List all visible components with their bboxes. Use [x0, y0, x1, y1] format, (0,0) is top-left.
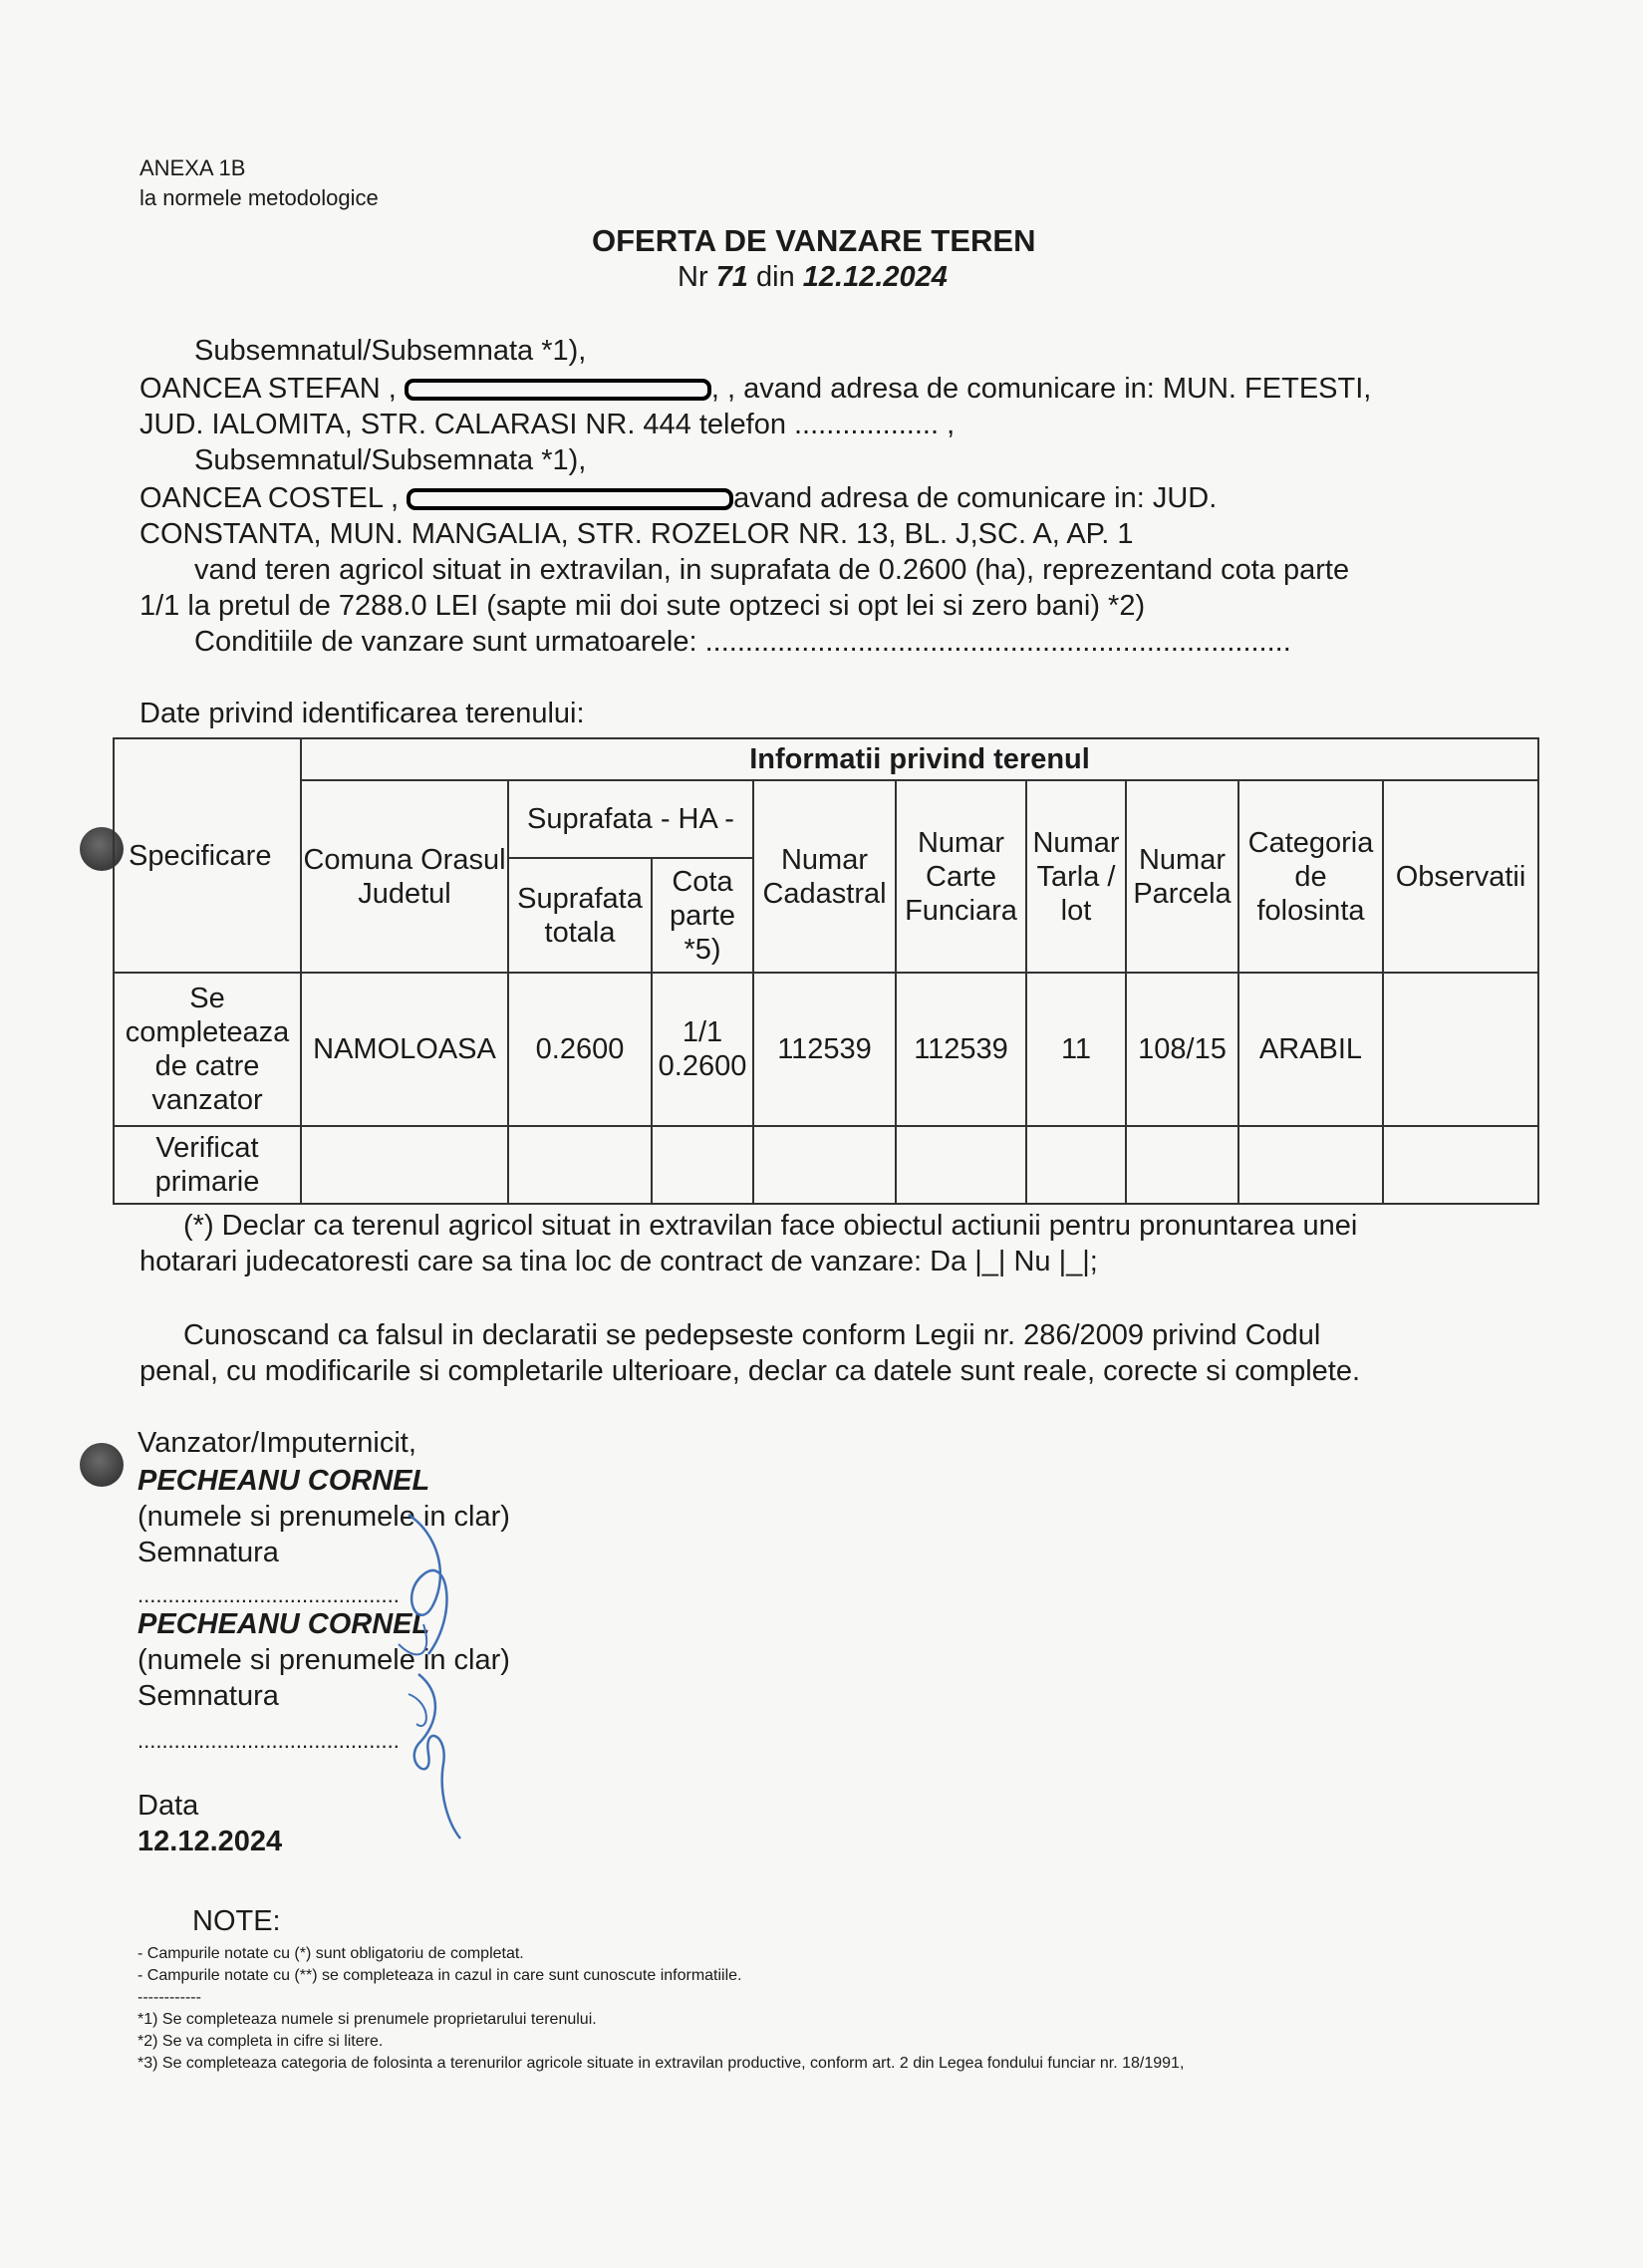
handwritten-signature [379, 1495, 488, 1853]
table-row [114, 1126, 1538, 1204]
cell-empty [1383, 1126, 1538, 1204]
cell-empty [652, 1126, 753, 1204]
annex-label: ANEXA 1B [139, 155, 246, 180]
cell-empty [1026, 1126, 1126, 1204]
nr-prefix: Nr [678, 261, 708, 293]
signature-dots-1: ........................................... [137, 1582, 400, 1607]
declaration-line-4: penal, cu modificarile si completarile ulterioare, declar ca datele sunt reale, corecte si complete. [139, 1355, 1361, 1387]
date-label: Data [137, 1790, 199, 1822]
note-2: - Campurile notate cu (**) se completeaza in cazul in care sunt cunoscute informatiile. [137, 1967, 742, 1984]
body-line-3: JUD. IALOMITA, STR. CALARASI NR. 444 telefon .................. , [139, 409, 956, 440]
body-line-9: Conditiile de vanzare sunt urmatoarele: ......................................................................... [194, 626, 1291, 658]
cell-suprafata: 0.2600 [508, 973, 652, 1126]
body-line-5 [139, 482, 1217, 515]
body-line-1: Subsemnatul/Subsemnata *1), [194, 335, 587, 367]
nr-value: 71 [715, 261, 748, 293]
note-5: *3) Se completeaza categoria de folosinta a terenurilor agricole situate in extravilan productive, conform art. 2 din Legea fondului funciar nr. 18/1991, [137, 2055, 1185, 2072]
body-line-4: Subsemnatul/Subsemnata *1), [194, 444, 587, 476]
row-label-primarie: Verificat primarie [114, 1126, 301, 1204]
din-label: din [756, 261, 795, 293]
notes-title: NOTE: [192, 1905, 281, 1937]
owner-1-name: OANCEA STEFAN , [139, 373, 397, 405]
body-line-6: CONSTANTA, MUN. MANGALIA, STR. ROZELOR NR. 13, BL. J,SC. A, AP. 1 [139, 518, 1134, 550]
header-parcela: Numar Parcela [1126, 780, 1238, 973]
declaration-line-1: (*) Declar ca terenul agricol situat in extravilan face obiectul actiunii pentru pronuntarea unei [183, 1210, 1358, 1242]
signature-label-1: Semnatura [137, 1537, 279, 1568]
header-cadastral: Numar Cadastral [753, 780, 896, 973]
cell-cota: 1/1 0.2600 [652, 973, 753, 1126]
cell-categoria: ARABIL [1238, 973, 1383, 1126]
cell-comuna: NAMOLOASA [301, 973, 508, 1126]
header-comuna: Comuna Orasul Judetul [301, 780, 508, 973]
redaction-box [405, 379, 711, 401]
redaction-box [407, 488, 733, 510]
body-line-2 [139, 373, 1371, 406]
table-intro: Date privind identificarea terenului: [139, 698, 585, 729]
cell-observatii [1383, 973, 1538, 1126]
cell-parcela: 108/15 [1126, 973, 1238, 1126]
notes-separator: ------------ [137, 1989, 201, 2006]
owner-1-address-start: , , avand adresa de comunicare in: MUN. FETESTI, [710, 373, 1372, 405]
header-tarla: Numar Tarla / lot [1026, 780, 1126, 973]
header-suprafata-totala: Suprafata totala [508, 858, 652, 973]
cell-empty [301, 1126, 508, 1204]
name-hint-1: (numele si prenumele in clar) [137, 1501, 510, 1533]
cell-empty [1126, 1126, 1238, 1204]
cell-tarla: 11 [1026, 973, 1126, 1126]
note-4: *2) Se va completa in cifre si litere. [137, 2033, 384, 2050]
header-informatii: Informatii privind terenul [301, 738, 1538, 780]
cell-empty [896, 1126, 1026, 1204]
body-line-7: vand teren agricol situat in extravilan, in suprafata de 0.2600 (ha), reprezentand cota parte [194, 554, 1350, 586]
header-carte-funciara: Numar Carte Funciara [896, 780, 1026, 973]
signature-label-2: Semnatura [137, 1680, 279, 1712]
owner-2-name: OANCEA COSTEL , [139, 482, 399, 514]
header-categoria: Categoria de folosinta [1238, 780, 1383, 973]
declaration-line-2: hotarari judecatoresti care sa tina loc de contract de vanzare: Da |_| Nu |_|; [139, 1246, 1098, 1277]
document-title: OFERTA DE VANZARE TEREN [592, 223, 1036, 258]
annex-sub: la normele metodologice [139, 185, 379, 210]
cell-empty [508, 1126, 652, 1204]
note-3: *1) Se completeaza numele si prenumele proprietarului terenului. [137, 2011, 597, 2028]
seller-name-1: PECHEANU CORNEL [137, 1465, 430, 1497]
header-suprafata: Suprafata - HA - [508, 780, 753, 858]
declaration-line-3: Cunoscand ca falsul in declaratii se pedepseste conform Legii nr. 286/2009 privind Codul [183, 1319, 1321, 1351]
cell-empty [753, 1126, 896, 1204]
name-hint-2: (numele si prenumele in clar) [137, 1644, 510, 1676]
seller-role: Vanzator/Imputernicit, [137, 1427, 416, 1459]
punch-hole-bottom [80, 1443, 124, 1487]
header-cota-parte: Cota parte *5) [652, 858, 753, 973]
cell-carte-funciara: 112539 [896, 973, 1026, 1126]
document-date: 12.12.2024 [802, 261, 948, 293]
signature-dots-2: ........................................... [137, 1728, 400, 1753]
cell-empty [1238, 1126, 1383, 1204]
seller-name-2: PECHEANU CORNEL [137, 1608, 430, 1640]
document-number [678, 261, 948, 294]
table-row [114, 973, 1538, 1126]
body-line-8: 1/1 la pretul de 7288.0 LEI (sapte mii doi sute optzeci si opt lei si zero bani) *2) [139, 590, 1146, 622]
date-value: 12.12.2024 [137, 1826, 283, 1857]
header-specificare: Specificare [114, 738, 301, 973]
row-label-vanzator: Se completeaza de catre vanzator [114, 973, 301, 1126]
note-1: - Campurile notate cu (*) sunt obligatoriu de completat. [137, 1945, 524, 1962]
cell-cadastral: 112539 [753, 973, 896, 1126]
land-info-table [113, 737, 1539, 1205]
owner-2-address-start: avand adresa de comunicare in: JUD. [733, 482, 1218, 514]
header-observatii: Observatii [1383, 780, 1538, 973]
